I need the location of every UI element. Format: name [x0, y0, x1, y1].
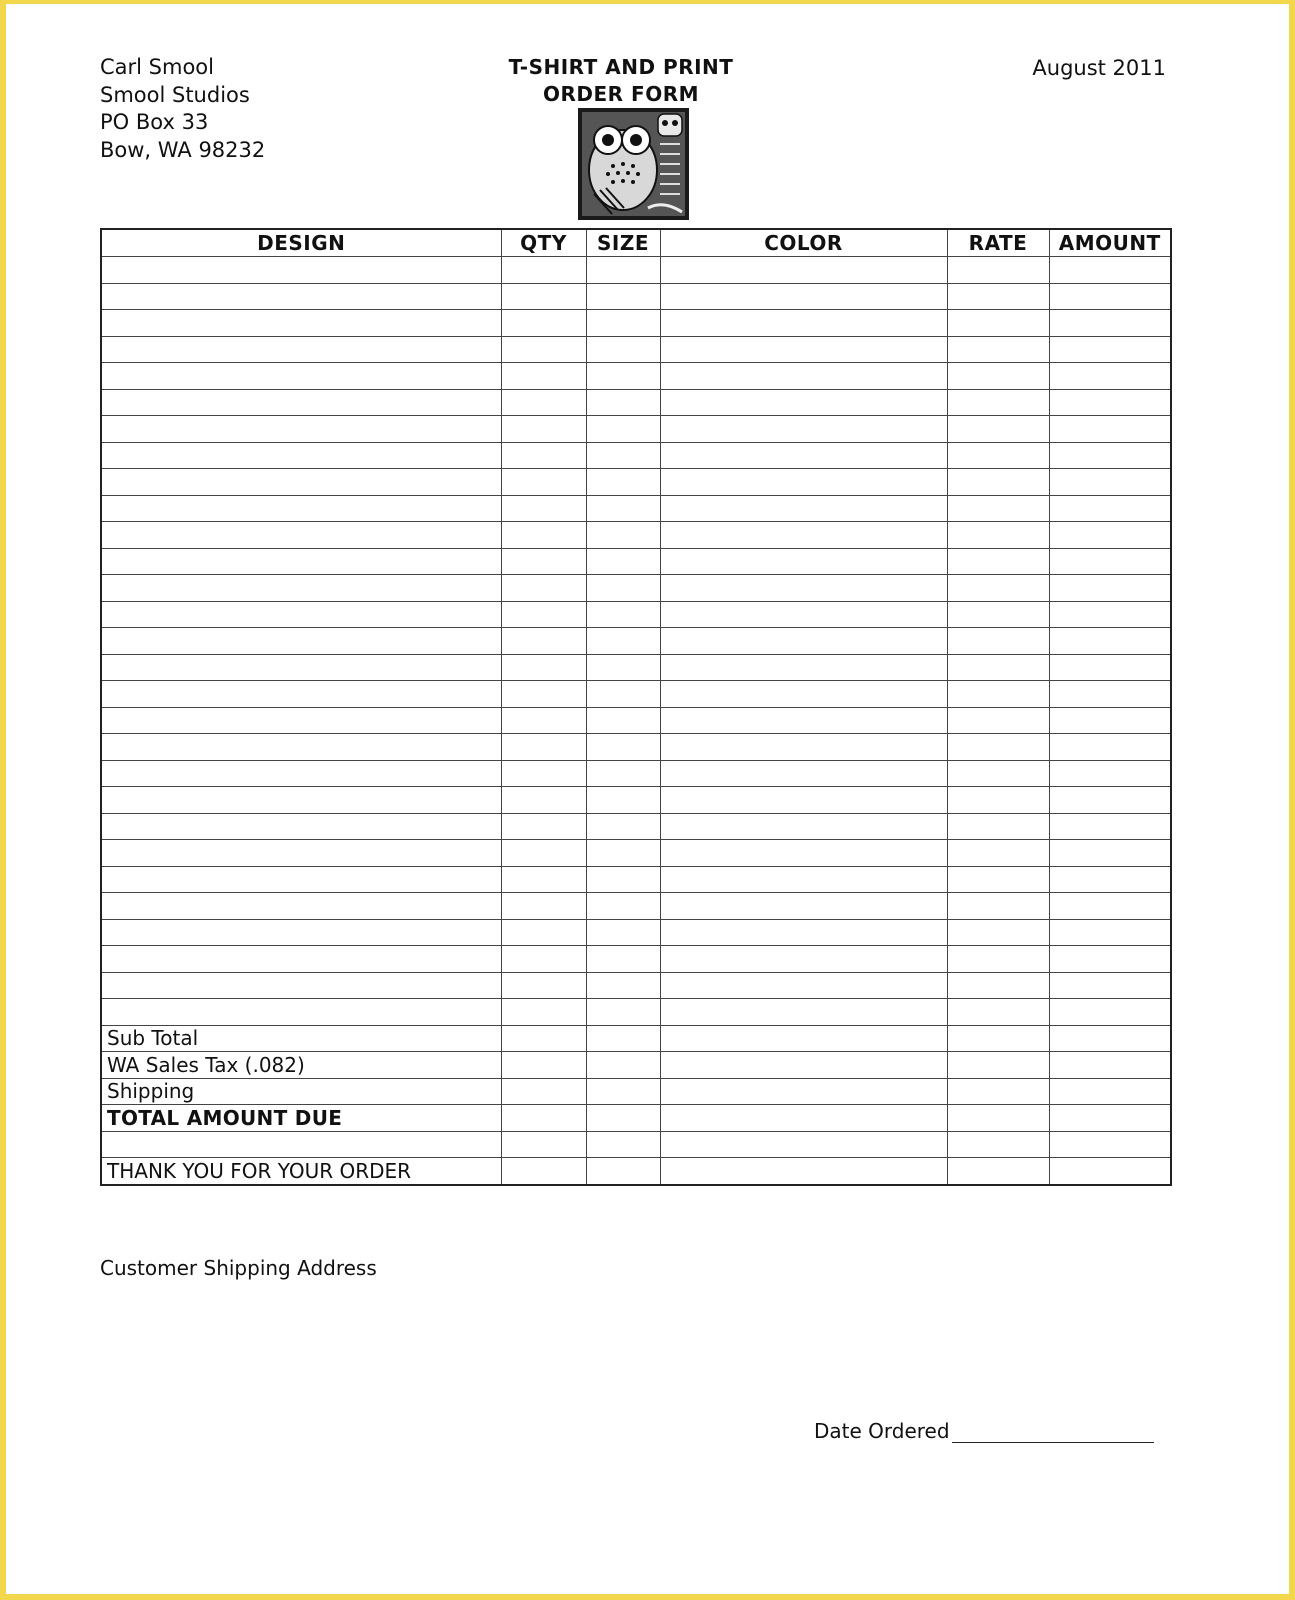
- table-row: [101, 442, 1171, 469]
- cell-amount[interactable]: [1049, 1131, 1171, 1158]
- cell-size[interactable]: [586, 972, 660, 999]
- cell-size[interactable]: [586, 734, 660, 761]
- cell-rate[interactable]: [947, 548, 1049, 575]
- cell-design[interactable]: [101, 919, 501, 946]
- cell-qty[interactable]: [501, 946, 586, 973]
- table-row: [101, 919, 1171, 946]
- cell-rate[interactable]: [947, 1105, 1049, 1132]
- cell-qty[interactable]: [501, 760, 586, 787]
- cell-qty[interactable]: [501, 1158, 586, 1185]
- cell-qty[interactable]: [501, 866, 586, 893]
- cell-size[interactable]: [586, 522, 660, 549]
- summary-label: THANK YOU FOR YOUR ORDER: [101, 1158, 501, 1185]
- cell-rate[interactable]: [947, 469, 1049, 496]
- table-row: [101, 389, 1171, 416]
- cell-rate[interactable]: [947, 972, 1049, 999]
- cell-qty[interactable]: [501, 972, 586, 999]
- cell-qty[interactable]: [501, 1052, 586, 1079]
- cell-color[interactable]: [660, 760, 947, 787]
- summary-row: [101, 1158, 1171, 1185]
- table-row: [101, 681, 1171, 708]
- cell-qty[interactable]: [501, 1131, 586, 1158]
- cell-size[interactable]: [586, 1105, 660, 1132]
- cell-color[interactable]: [660, 707, 947, 734]
- cell-design[interactable]: [101, 734, 501, 761]
- cell-amount[interactable]: [1049, 654, 1171, 681]
- cell-qty[interactable]: [501, 787, 586, 814]
- cell-color[interactable]: [660, 919, 947, 946]
- cell-size[interactable]: [586, 1158, 660, 1185]
- table-row: [101, 601, 1171, 628]
- cell-qty[interactable]: [501, 548, 586, 575]
- cell-design[interactable]: [101, 946, 501, 973]
- cell-qty[interactable]: [501, 654, 586, 681]
- cell-rate[interactable]: [947, 760, 1049, 787]
- cell-size[interactable]: [586, 363, 660, 390]
- cell-size[interactable]: [586, 283, 660, 310]
- cell-qty[interactable]: [501, 336, 586, 363]
- cell-color[interactable]: [660, 1158, 947, 1185]
- cell-size[interactable]: [586, 601, 660, 628]
- cell-amount[interactable]: [1049, 310, 1171, 337]
- cell-design[interactable]: [101, 469, 501, 496]
- table-row: [101, 866, 1171, 893]
- cell-size[interactable]: [586, 257, 660, 284]
- cell-color[interactable]: [660, 946, 947, 973]
- cell-amount[interactable]: [1049, 283, 1171, 310]
- cell-qty[interactable]: [501, 310, 586, 337]
- table-row: [101, 469, 1171, 496]
- cell-qty[interactable]: [501, 813, 586, 840]
- table-row: [101, 893, 1171, 920]
- summary-row: [101, 1052, 1171, 1079]
- cell-rate[interactable]: [947, 893, 1049, 920]
- column-header-color: COLOR: [660, 229, 947, 257]
- cell-qty[interactable]: [501, 442, 586, 469]
- cell-rate[interactable]: [947, 840, 1049, 867]
- order-table-body: [101, 257, 1171, 1185]
- cell-amount[interactable]: [1049, 681, 1171, 708]
- cell-amount[interactable]: [1049, 1105, 1171, 1132]
- cell-qty[interactable]: [501, 628, 586, 655]
- cell-rate[interactable]: [947, 283, 1049, 310]
- cell-design[interactable]: [101, 336, 501, 363]
- cell-qty[interactable]: [501, 1105, 586, 1132]
- cell-amount[interactable]: [1049, 416, 1171, 443]
- cell-design[interactable]: [101, 840, 501, 867]
- table-row: [101, 548, 1171, 575]
- cell-color[interactable]: [660, 575, 947, 602]
- cell-rate[interactable]: [947, 919, 1049, 946]
- cell-qty[interactable]: [501, 1025, 586, 1052]
- cell-qty[interactable]: [501, 1078, 586, 1105]
- cell-color[interactable]: [660, 389, 947, 416]
- cell-design[interactable]: [101, 654, 501, 681]
- cell-color[interactable]: [660, 416, 947, 443]
- cell-rate[interactable]: [947, 813, 1049, 840]
- cell-color[interactable]: [660, 548, 947, 575]
- cell-amount[interactable]: [1049, 628, 1171, 655]
- cell-rate[interactable]: [947, 628, 1049, 655]
- form-title-line2: ORDER FORM: [543, 82, 699, 106]
- table-row: [101, 257, 1171, 284]
- cell-design[interactable]: [101, 681, 501, 708]
- cell-design[interactable]: [101, 866, 501, 893]
- table-row: [101, 628, 1171, 655]
- cell-qty[interactable]: [501, 893, 586, 920]
- table-row: [101, 310, 1171, 337]
- summary-row: [101, 1025, 1171, 1052]
- cell-rate[interactable]: [947, 495, 1049, 522]
- column-header-qty: QTY: [501, 229, 586, 257]
- table-row: [101, 840, 1171, 867]
- cell-amount[interactable]: [1049, 760, 1171, 787]
- cell-color[interactable]: [660, 999, 947, 1026]
- cell-color[interactable]: [660, 1025, 947, 1052]
- cell-color[interactable]: [660, 681, 947, 708]
- cell-amount[interactable]: [1049, 919, 1171, 946]
- cell-qty[interactable]: [501, 919, 586, 946]
- cell-size[interactable]: [586, 681, 660, 708]
- cell-color[interactable]: [660, 813, 947, 840]
- cell-size[interactable]: [586, 1052, 660, 1079]
- cell-qty[interactable]: [501, 257, 586, 284]
- cell-color[interactable]: [660, 866, 947, 893]
- date-ordered: [814, 1419, 1154, 1443]
- cell-color[interactable]: [660, 840, 947, 867]
- cell-size[interactable]: [586, 999, 660, 1026]
- cell-amount[interactable]: [1049, 1078, 1171, 1105]
- cell-rate[interactable]: [947, 389, 1049, 416]
- cell-rate[interactable]: [947, 310, 1049, 337]
- cell-color[interactable]: [660, 469, 947, 496]
- table-row: [101, 707, 1171, 734]
- column-header-design: DESIGN: [101, 229, 501, 257]
- cell-qty[interactable]: [501, 283, 586, 310]
- order-table: [100, 228, 1172, 1186]
- cell-design[interactable]: [101, 442, 501, 469]
- table-row: [101, 495, 1171, 522]
- cell-color[interactable]: [660, 310, 947, 337]
- cell-rate[interactable]: [947, 1158, 1049, 1185]
- cell-qty[interactable]: [501, 734, 586, 761]
- summary-row: [101, 1105, 1171, 1132]
- cell-design[interactable]: [101, 760, 501, 787]
- cell-qty[interactable]: [501, 601, 586, 628]
- summary-label: Sub Total: [101, 1025, 501, 1052]
- column-header-rate: RATE: [947, 229, 1049, 257]
- cell-amount[interactable]: [1049, 469, 1171, 496]
- cell-amount[interactable]: [1049, 999, 1171, 1026]
- cell-rate[interactable]: [947, 336, 1049, 363]
- cell-qty[interactable]: [501, 522, 586, 549]
- cell-amount[interactable]: [1049, 946, 1171, 973]
- table-row: [101, 734, 1171, 761]
- cell-rate[interactable]: [947, 999, 1049, 1026]
- cell-size[interactable]: [586, 336, 660, 363]
- cell-rate[interactable]: [947, 681, 1049, 708]
- cell-amount[interactable]: [1049, 257, 1171, 284]
- cell-color[interactable]: [660, 442, 947, 469]
- cell-color[interactable]: [660, 1052, 947, 1079]
- cell-rate[interactable]: [947, 416, 1049, 443]
- cell-color[interactable]: [660, 628, 947, 655]
- cell-amount[interactable]: [1049, 787, 1171, 814]
- cell-color[interactable]: [660, 787, 947, 814]
- table-row: [101, 813, 1171, 840]
- cell-size[interactable]: [586, 866, 660, 893]
- table-row: [101, 787, 1171, 814]
- cell-rate[interactable]: [947, 1078, 1049, 1105]
- cell-design[interactable]: [101, 389, 501, 416]
- cell-rate[interactable]: [947, 257, 1049, 284]
- cell-qty[interactable]: [501, 575, 586, 602]
- cell-color[interactable]: [660, 654, 947, 681]
- cell-qty[interactable]: [501, 999, 586, 1026]
- cell-amount[interactable]: [1049, 1052, 1171, 1079]
- sender-address-line1: PO Box 33: [100, 110, 209, 134]
- summary-label: TOTAL AMOUNT DUE: [101, 1105, 501, 1132]
- cell-size[interactable]: [586, 893, 660, 920]
- cell-amount[interactable]: [1049, 1025, 1171, 1052]
- sender-company: Smool Studios: [100, 82, 250, 107]
- cell-size[interactable]: [586, 813, 660, 840]
- cell-rate[interactable]: [947, 787, 1049, 814]
- cell-design[interactable]: [101, 999, 501, 1026]
- cell-size[interactable]: [586, 654, 660, 681]
- cell-design[interactable]: [101, 575, 501, 602]
- cell-qty[interactable]: [501, 707, 586, 734]
- table-row: [101, 654, 1171, 681]
- cell-size[interactable]: [586, 760, 660, 787]
- table-row: [101, 946, 1171, 973]
- cell-rate[interactable]: [947, 1131, 1049, 1158]
- cell-size[interactable]: [586, 787, 660, 814]
- cell-rate[interactable]: [947, 1025, 1049, 1052]
- cell-size[interactable]: [586, 919, 660, 946]
- cell-color[interactable]: [660, 1131, 947, 1158]
- table-header-row: [101, 229, 1171, 257]
- summary-label: [101, 1131, 501, 1158]
- table-row: [101, 363, 1171, 390]
- table-row: [101, 416, 1171, 443]
- cell-qty[interactable]: [501, 389, 586, 416]
- table-row: [101, 760, 1171, 787]
- date-ordered-label: Date Ordered: [814, 1419, 950, 1443]
- cell-amount[interactable]: [1049, 734, 1171, 761]
- table-row: [101, 972, 1171, 999]
- cell-design[interactable]: [101, 972, 501, 999]
- cell-design[interactable]: [101, 707, 501, 734]
- summary-row: [101, 1131, 1171, 1158]
- cell-color[interactable]: [660, 336, 947, 363]
- cell-size[interactable]: [586, 575, 660, 602]
- owl-woodcut-icon: [578, 108, 689, 220]
- cell-amount[interactable]: [1049, 866, 1171, 893]
- cell-rate[interactable]: [947, 866, 1049, 893]
- cell-design[interactable]: [101, 283, 501, 310]
- form-date: August 2011: [1032, 56, 1166, 80]
- cell-amount[interactable]: [1049, 575, 1171, 602]
- cell-qty[interactable]: [501, 416, 586, 443]
- cell-amount[interactable]: [1049, 548, 1171, 575]
- summary-row: [101, 1078, 1171, 1105]
- cell-design[interactable]: [101, 813, 501, 840]
- cell-size[interactable]: [586, 469, 660, 496]
- cell-design[interactable]: [101, 601, 501, 628]
- cell-design[interactable]: [101, 893, 501, 920]
- cell-size[interactable]: [586, 1131, 660, 1158]
- cell-rate[interactable]: [947, 946, 1049, 973]
- cell-amount[interactable]: [1049, 336, 1171, 363]
- cell-design[interactable]: [101, 787, 501, 814]
- table-row: [101, 575, 1171, 602]
- cell-size[interactable]: [586, 310, 660, 337]
- table-row: [101, 336, 1171, 363]
- cell-qty[interactable]: [501, 840, 586, 867]
- table-row: [101, 999, 1171, 1026]
- cell-amount[interactable]: [1049, 389, 1171, 416]
- summary-label: Shipping: [101, 1078, 501, 1105]
- cell-amount[interactable]: [1049, 1158, 1171, 1185]
- cell-rate[interactable]: [947, 734, 1049, 761]
- customer-shipping-address-label: Customer Shipping Address: [100, 1256, 377, 1280]
- cell-amount[interactable]: [1049, 707, 1171, 734]
- cell-amount[interactable]: [1049, 522, 1171, 549]
- cell-size[interactable]: [586, 416, 660, 443]
- cell-design[interactable]: [101, 548, 501, 575]
- cell-qty[interactable]: [501, 469, 586, 496]
- form-title-line1: T-SHIRT AND PRINT: [508, 55, 734, 79]
- cell-color[interactable]: [660, 893, 947, 920]
- cell-rate[interactable]: [947, 654, 1049, 681]
- cell-color[interactable]: [660, 1078, 947, 1105]
- cell-design[interactable]: [101, 257, 501, 284]
- cell-color[interactable]: [660, 734, 947, 761]
- cell-qty[interactable]: [501, 495, 586, 522]
- cell-color[interactable]: [660, 283, 947, 310]
- cell-qty[interactable]: [501, 681, 586, 708]
- cell-color[interactable]: [660, 601, 947, 628]
- cell-color[interactable]: [660, 1105, 947, 1132]
- cell-color[interactable]: [660, 257, 947, 284]
- cell-design[interactable]: [101, 522, 501, 549]
- cell-amount[interactable]: [1049, 363, 1171, 390]
- cell-color[interactable]: [660, 495, 947, 522]
- cell-amount[interactable]: [1049, 840, 1171, 867]
- cell-color[interactable]: [660, 972, 947, 999]
- summary-label: WA Sales Tax (.082): [101, 1052, 501, 1079]
- cell-amount[interactable]: [1049, 495, 1171, 522]
- cell-size[interactable]: [586, 1025, 660, 1052]
- cell-size[interactable]: [586, 946, 660, 973]
- cell-design[interactable]: [101, 363, 501, 390]
- cell-size[interactable]: [586, 389, 660, 416]
- cell-design[interactable]: [101, 416, 501, 443]
- form-title: [476, 54, 766, 108]
- cell-design[interactable]: [101, 310, 501, 337]
- cell-size[interactable]: [586, 840, 660, 867]
- cell-color[interactable]: [660, 522, 947, 549]
- sender-address-line2: Bow, WA 98232: [100, 137, 266, 162]
- cell-size[interactable]: [586, 1078, 660, 1105]
- column-header-size: SIZE: [586, 229, 660, 257]
- table-row: [101, 283, 1171, 310]
- cell-rate[interactable]: [947, 707, 1049, 734]
- cell-amount[interactable]: [1049, 442, 1171, 469]
- cell-size[interactable]: [586, 442, 660, 469]
- cell-rate[interactable]: [947, 1052, 1049, 1079]
- cell-design[interactable]: [101, 628, 501, 655]
- cell-size[interactable]: [586, 495, 660, 522]
- cell-rate[interactable]: [947, 522, 1049, 549]
- cell-rate[interactable]: [947, 442, 1049, 469]
- cell-amount[interactable]: [1049, 601, 1171, 628]
- cell-size[interactable]: [586, 628, 660, 655]
- cell-size[interactable]: [586, 548, 660, 575]
- sender-address: [100, 54, 265, 164]
- date-ordered-field[interactable]: [952, 1422, 1154, 1443]
- cell-amount[interactable]: [1049, 893, 1171, 920]
- cell-rate[interactable]: [947, 575, 1049, 602]
- cell-rate[interactable]: [947, 363, 1049, 390]
- table-row: [101, 522, 1171, 549]
- sender-name: Carl Smool: [100, 55, 214, 79]
- cell-amount[interactable]: [1049, 972, 1171, 999]
- cell-color[interactable]: [660, 363, 947, 390]
- cell-rate[interactable]: [947, 601, 1049, 628]
- cell-amount[interactable]: [1049, 813, 1171, 840]
- cell-qty[interactable]: [501, 363, 586, 390]
- column-header-amount: AMOUNT: [1049, 229, 1171, 257]
- order-form-page: [6, 4, 1289, 1594]
- cell-size[interactable]: [586, 707, 660, 734]
- cell-design[interactable]: [101, 495, 501, 522]
